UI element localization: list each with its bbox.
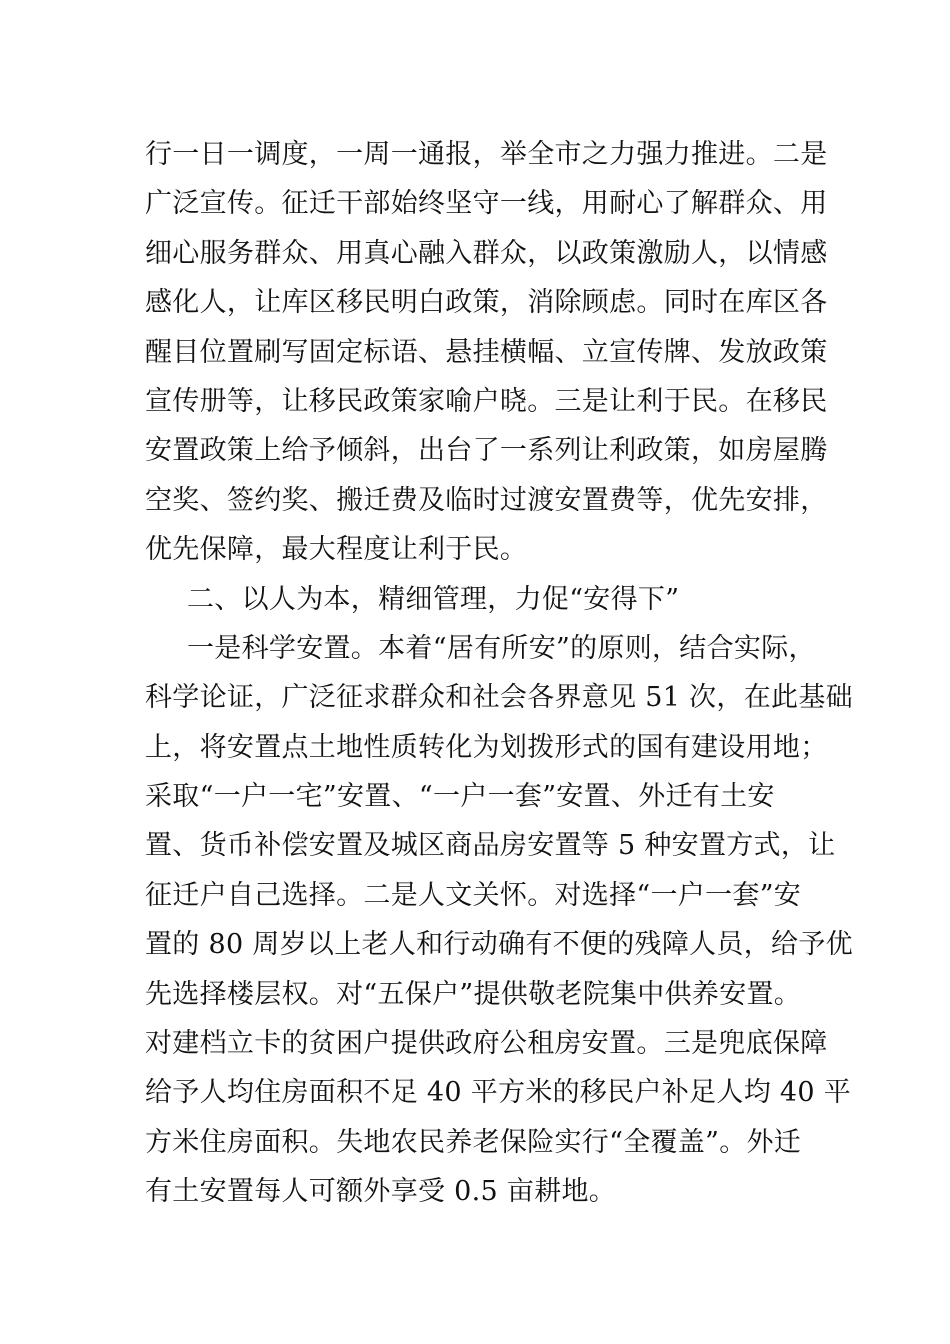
text-line: 空奖、签约奖、搬迁费及临时过渡安置费等，优先安排， <box>145 484 828 516</box>
text-line: 对建档立卡的贫困户提供政府公租房安置。三是兜底保障 <box>145 1028 828 1060</box>
text-line: 上，将安置点土地性质转化为划拨形式的国有建设用地； <box>145 731 828 763</box>
text-line: 先选择楼层权。对“五保户”提供敬老院集中供养安置。 <box>145 978 802 1010</box>
text-line: 醒目位置刷写固定标语、悬挂横幅、立宣传牌、发放政策 <box>145 336 828 368</box>
text-line: 细心服务群众、用真心融入群众，以政策激励人，以情感 <box>145 237 828 269</box>
text-line: 感化人，让库区移民明白政策，消除顾虑。同时在库区各 <box>145 287 828 319</box>
text-line: 宣传册等，让移民政策家喻户晓。三是让利于民。在移民 <box>145 385 828 417</box>
text-line: 一是科学安置。本着“居有所安”的原则，结合实际， <box>187 632 816 664</box>
text-line: 科学论证，广泛征求群众和社会各界意见 51 次，在此基础 <box>145 682 853 714</box>
text-line: 征迁户自己选择。二是人文关怀。对选择“一户一套”安 <box>145 879 802 911</box>
document-body <box>145 130 853 1217</box>
text-line: 方米住房面积。失地农民养老保险实行“全覆盖”。外迁 <box>145 1126 802 1158</box>
text-line: 行一日一调度，一周一通报，举全市之力强力推进。二是 <box>145 139 828 170</box>
text-line: 置的 80 周岁以上老人和行动确有不便的残障人员，给予优 <box>145 929 853 961</box>
text-line: 给予人均住房面积不足 40 平方米的移民户补足人均 40 平 <box>145 1077 852 1109</box>
text-line: 有土安置每人可额外享受 0.5 亩耕地。 <box>145 1176 617 1208</box>
text-line: 优先保障，最大程度让利于民。 <box>145 534 528 566</box>
text-line: 安置政策上给予倾斜，出台了一系列让利政策，如房屋腾 <box>145 435 828 467</box>
text-line: 广泛宣传。征迁干部始终坚守一线，用耐心了解群众、用 <box>145 188 828 220</box>
text-line: 置、货币补偿安置及城区商品房安置等 5 种安置方式，让 <box>145 830 836 862</box>
section-heading: 二、以人为本，精细管理，力促“安得下” <box>187 583 680 615</box>
text-line: 采取“一户一宅”安置、“一户一套”安置、外迁有土安 <box>145 781 775 813</box>
